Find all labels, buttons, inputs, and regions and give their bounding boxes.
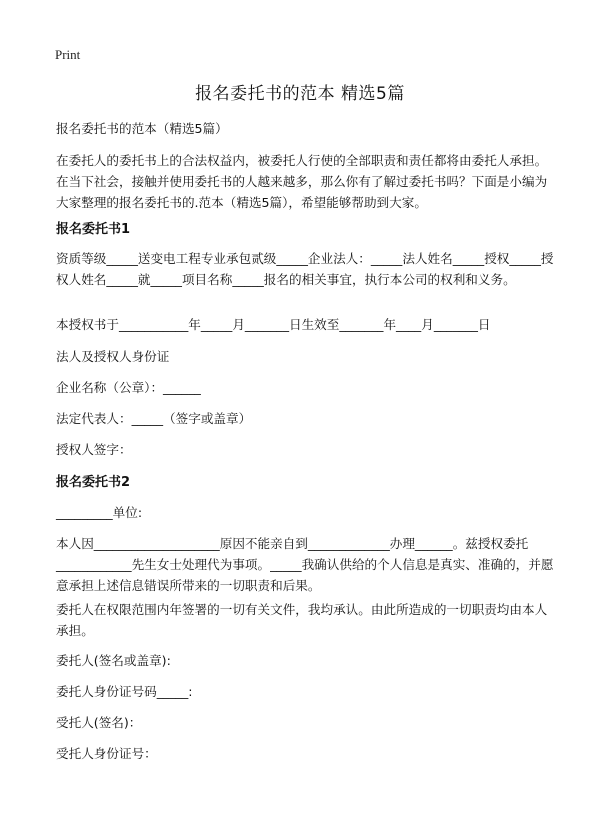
section2-heading: 报名委托书2 (56, 475, 131, 490)
print-label: Print (55, 47, 81, 62)
document-subtitle: 报名委托书的范本（精选5篇） (56, 121, 228, 136)
section1-paragraph-3: 法人及授权人身份证 (56, 349, 170, 364)
section2-paragraph-6: 受托人(签名)： (56, 715, 142, 730)
section2-paragraph-4: 委托人(签名或盖章): (56, 653, 171, 668)
document-title: 报名委托书的范本 精选5篇 (195, 84, 405, 104)
section2-paragraph-1: _________单位: (56, 505, 143, 520)
section1-paragraph-2: 本授权书于___________年_____月_______日生效至_______年____月_______日 (56, 317, 491, 332)
section2-paragraph-5: 委托人身份证号码_____: (56, 684, 193, 699)
section1-paragraph-6: 授权人签字： (56, 442, 132, 457)
section2-paragraph-2: 本人因____________________原因不能亲自到_____________办理______。兹授权委托____________先生女士处理代为事项。_____我确认供给的个人信息是真实、准确的，并愿意承担上述信息错误所带来的一切职责和后果。 (56, 536, 554, 593)
section2-paragraph-7: 受托人身份证号： (56, 746, 157, 761)
section1-paragraph-4: 企业名称（公章）：______ (56, 380, 201, 395)
section1-paragraph-5: 法定代表人：_____（签字或盖章） (56, 411, 252, 426)
section1-heading: 报名委托书1 (56, 222, 131, 237)
intro-paragraph: 在委托人的委托书上的合法权益内，被委托人行使的全部职责和责任都将由委托人承担。在当下社会，接触并使用委托书的人越来越多，那么你有了解过委托书吗？下面是小编为大家整理的报名委托书的.范本（精选5篇），希望能够帮助到大家。 (56, 153, 548, 210)
section1-paragraph-1: 资质等级_____送变电工程专业承包贰级_____企业法人：_____法人姓名_____授权_____授权人姓名_____就_____项目名称_____报名的相关事宜，执行本公司的权利和义务。 (56, 251, 554, 287)
section2-paragraph-3: 委托人在权限范围内年签署的一切有关文件，我均承认。由此所造成的一切职责均由本人承担。 (56, 602, 548, 638)
